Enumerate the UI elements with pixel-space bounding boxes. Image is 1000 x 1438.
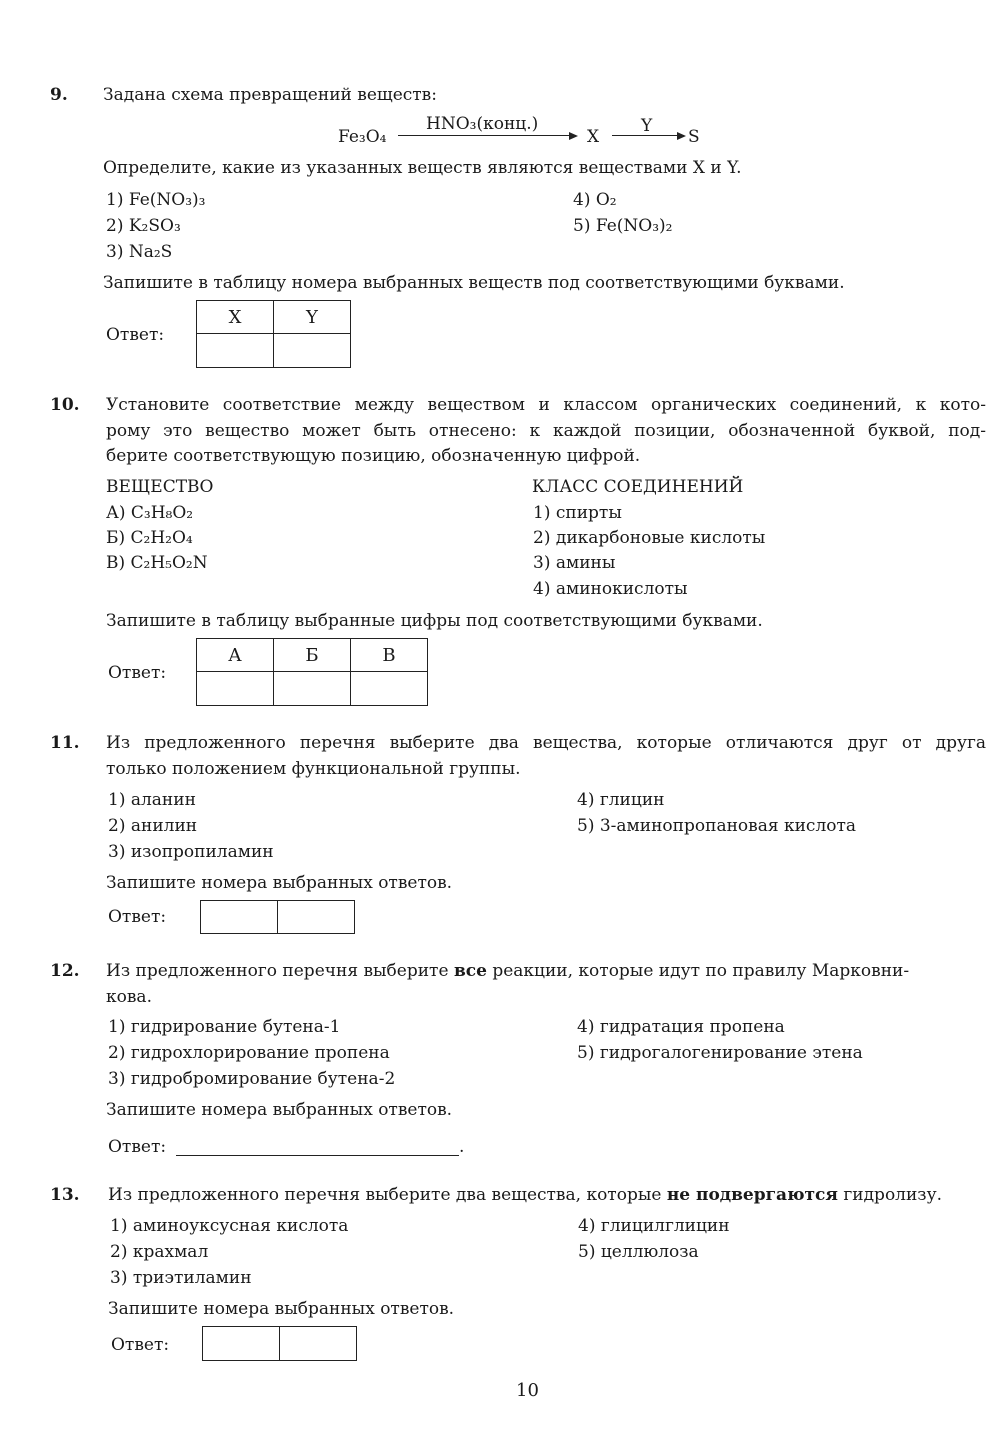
- option: 4) гидратация пропена: [577, 1017, 785, 1037]
- text: Из предложенного перечня выберите: [106, 961, 454, 981]
- column-heading: КЛАСС СОЕДИНЕНИЙ: [532, 477, 744, 497]
- option: 4) глицин: [577, 790, 665, 810]
- scheme-reagent-1: HNO₃(конц.): [426, 114, 539, 134]
- scheme-reagent-2: Y: [641, 116, 653, 136]
- class-option: 4) аминокислоты: [533, 579, 688, 599]
- option: 5) Fe(NO₃)₂: [573, 216, 673, 236]
- scheme-end: S: [688, 127, 700, 147]
- question-text: Определите, какие из указанных веществ являются веществами X и Y.: [103, 158, 742, 178]
- option: 1) аланин: [108, 790, 196, 810]
- substance: В) C₂H₅O₂N: [106, 553, 208, 573]
- option: 3) гидробромирование бутена-2: [108, 1069, 396, 1089]
- answer-label: Ответ:: [108, 907, 167, 927]
- question-number: 10.: [50, 395, 80, 415]
- text: гидролизу.: [837, 1185, 942, 1205]
- instruction: Запишите в таблицу выбранные цифры под соответствующими буквами.: [106, 611, 763, 631]
- question-text: Установите соответствие между веществом и классом органических соединений, к кото-: [106, 395, 986, 415]
- column-header: В: [351, 639, 428, 672]
- answer-line[interactable]: [176, 1155, 459, 1156]
- text: реакции, которые идут по правилу Марковни-: [486, 961, 910, 981]
- column-header: А: [197, 639, 274, 672]
- question-text: Задана схема превращений веществ:: [103, 85, 437, 105]
- answer-table: [196, 638, 428, 706]
- column-header: X: [197, 301, 274, 334]
- question-text: берите соответствующую позицию, обозначенную цифрой.: [106, 446, 641, 466]
- answer-cell[interactable]: [197, 334, 274, 368]
- question-text: только положением функциональной группы.: [106, 759, 521, 779]
- option: 2) крахмал: [110, 1242, 209, 1262]
- instruction: Запишите номера выбранных ответов.: [106, 1100, 453, 1120]
- answer-label: Ответ:: [111, 1335, 170, 1355]
- option: 4) O₂: [573, 190, 617, 210]
- question-text: кова.: [106, 987, 152, 1007]
- option: 1) Fe(NO₃)₃: [106, 190, 206, 210]
- option: 2) гидрохлорирование пропена: [108, 1043, 390, 1063]
- answer-period: .: [459, 1137, 465, 1157]
- question-number: 11.: [50, 733, 80, 753]
- arrow-icon: [612, 135, 684, 136]
- substance: Б) C₂H₂O₄: [106, 528, 193, 548]
- question-number: 13.: [50, 1185, 80, 1205]
- option: 1) аминоуксусная кислота: [110, 1216, 349, 1236]
- answer-cell[interactable]: [203, 1327, 280, 1361]
- option: 5) гидрогалогенирование этена: [577, 1043, 863, 1063]
- answer-table: [196, 300, 351, 368]
- question-text: [106, 960, 986, 982]
- class-option: 1) спирты: [533, 503, 622, 523]
- column-heading: ВЕЩЕСТВО: [106, 477, 214, 497]
- option: 3) триэтиламин: [110, 1268, 252, 1288]
- answer-boxes: [202, 1326, 357, 1361]
- emphasis: все: [453, 961, 487, 981]
- answer-cell[interactable]: [351, 672, 428, 706]
- option: 2) K₂SO₃: [106, 216, 181, 236]
- answer-cell[interactable]: [274, 334, 351, 368]
- option: 3) изопропиламин: [108, 842, 274, 862]
- question-text: рому это вещество может быть отнесено: к каждой позиции, обозначенной буквой, под-: [106, 421, 986, 441]
- class-option: 3) амины: [533, 553, 616, 573]
- page-number: 10: [516, 1380, 539, 1401]
- instruction: Запишите в таблицу номера выбранных веществ под соответствующими буквами.: [103, 273, 845, 293]
- question-number: 9.: [50, 85, 68, 105]
- column-header: Y: [274, 301, 351, 334]
- substance: А) C₃H₈O₂: [106, 503, 194, 523]
- answer-cell[interactable]: [274, 672, 351, 706]
- answer-cell[interactable]: [197, 672, 274, 706]
- answer-cell[interactable]: [201, 901, 278, 934]
- option: 2) анилин: [108, 816, 198, 836]
- instruction: Запишите номера выбранных ответов.: [106, 873, 453, 893]
- column-header: Б: [274, 639, 351, 672]
- emphasis: не подвергаются: [666, 1185, 838, 1205]
- arrow-icon: [398, 135, 576, 136]
- option: 4) глицилглицин: [578, 1216, 730, 1236]
- question-text: [108, 1184, 942, 1206]
- answer-cell[interactable]: [278, 901, 355, 934]
- option: 1) гидрирование бутена-1: [108, 1017, 341, 1037]
- answer-label: Ответ:: [108, 1137, 167, 1157]
- option: 5) 3-аминопропановая кислота: [577, 816, 857, 836]
- text: Из предложенного перечня выберите два вещества, которые: [108, 1185, 667, 1205]
- answer-label: Ответ:: [106, 325, 165, 345]
- scheme-start: Fe₃O₄: [338, 127, 387, 147]
- option: 3) Na₂S: [106, 242, 173, 262]
- instruction: Запишите номера выбранных ответов.: [108, 1299, 455, 1319]
- answer-boxes: [200, 900, 355, 934]
- class-option: 2) дикарбоновые кислоты: [533, 528, 766, 548]
- question-number: 12.: [50, 961, 80, 981]
- option: 5) целлюлоза: [578, 1242, 699, 1262]
- answer-label: Ответ:: [108, 663, 167, 683]
- scheme-mid: X: [587, 127, 600, 147]
- answer-cell[interactable]: [280, 1327, 357, 1361]
- question-text: Из предложенного перечня выберите два вещества, которые отличаются друг от друга: [106, 733, 986, 753]
